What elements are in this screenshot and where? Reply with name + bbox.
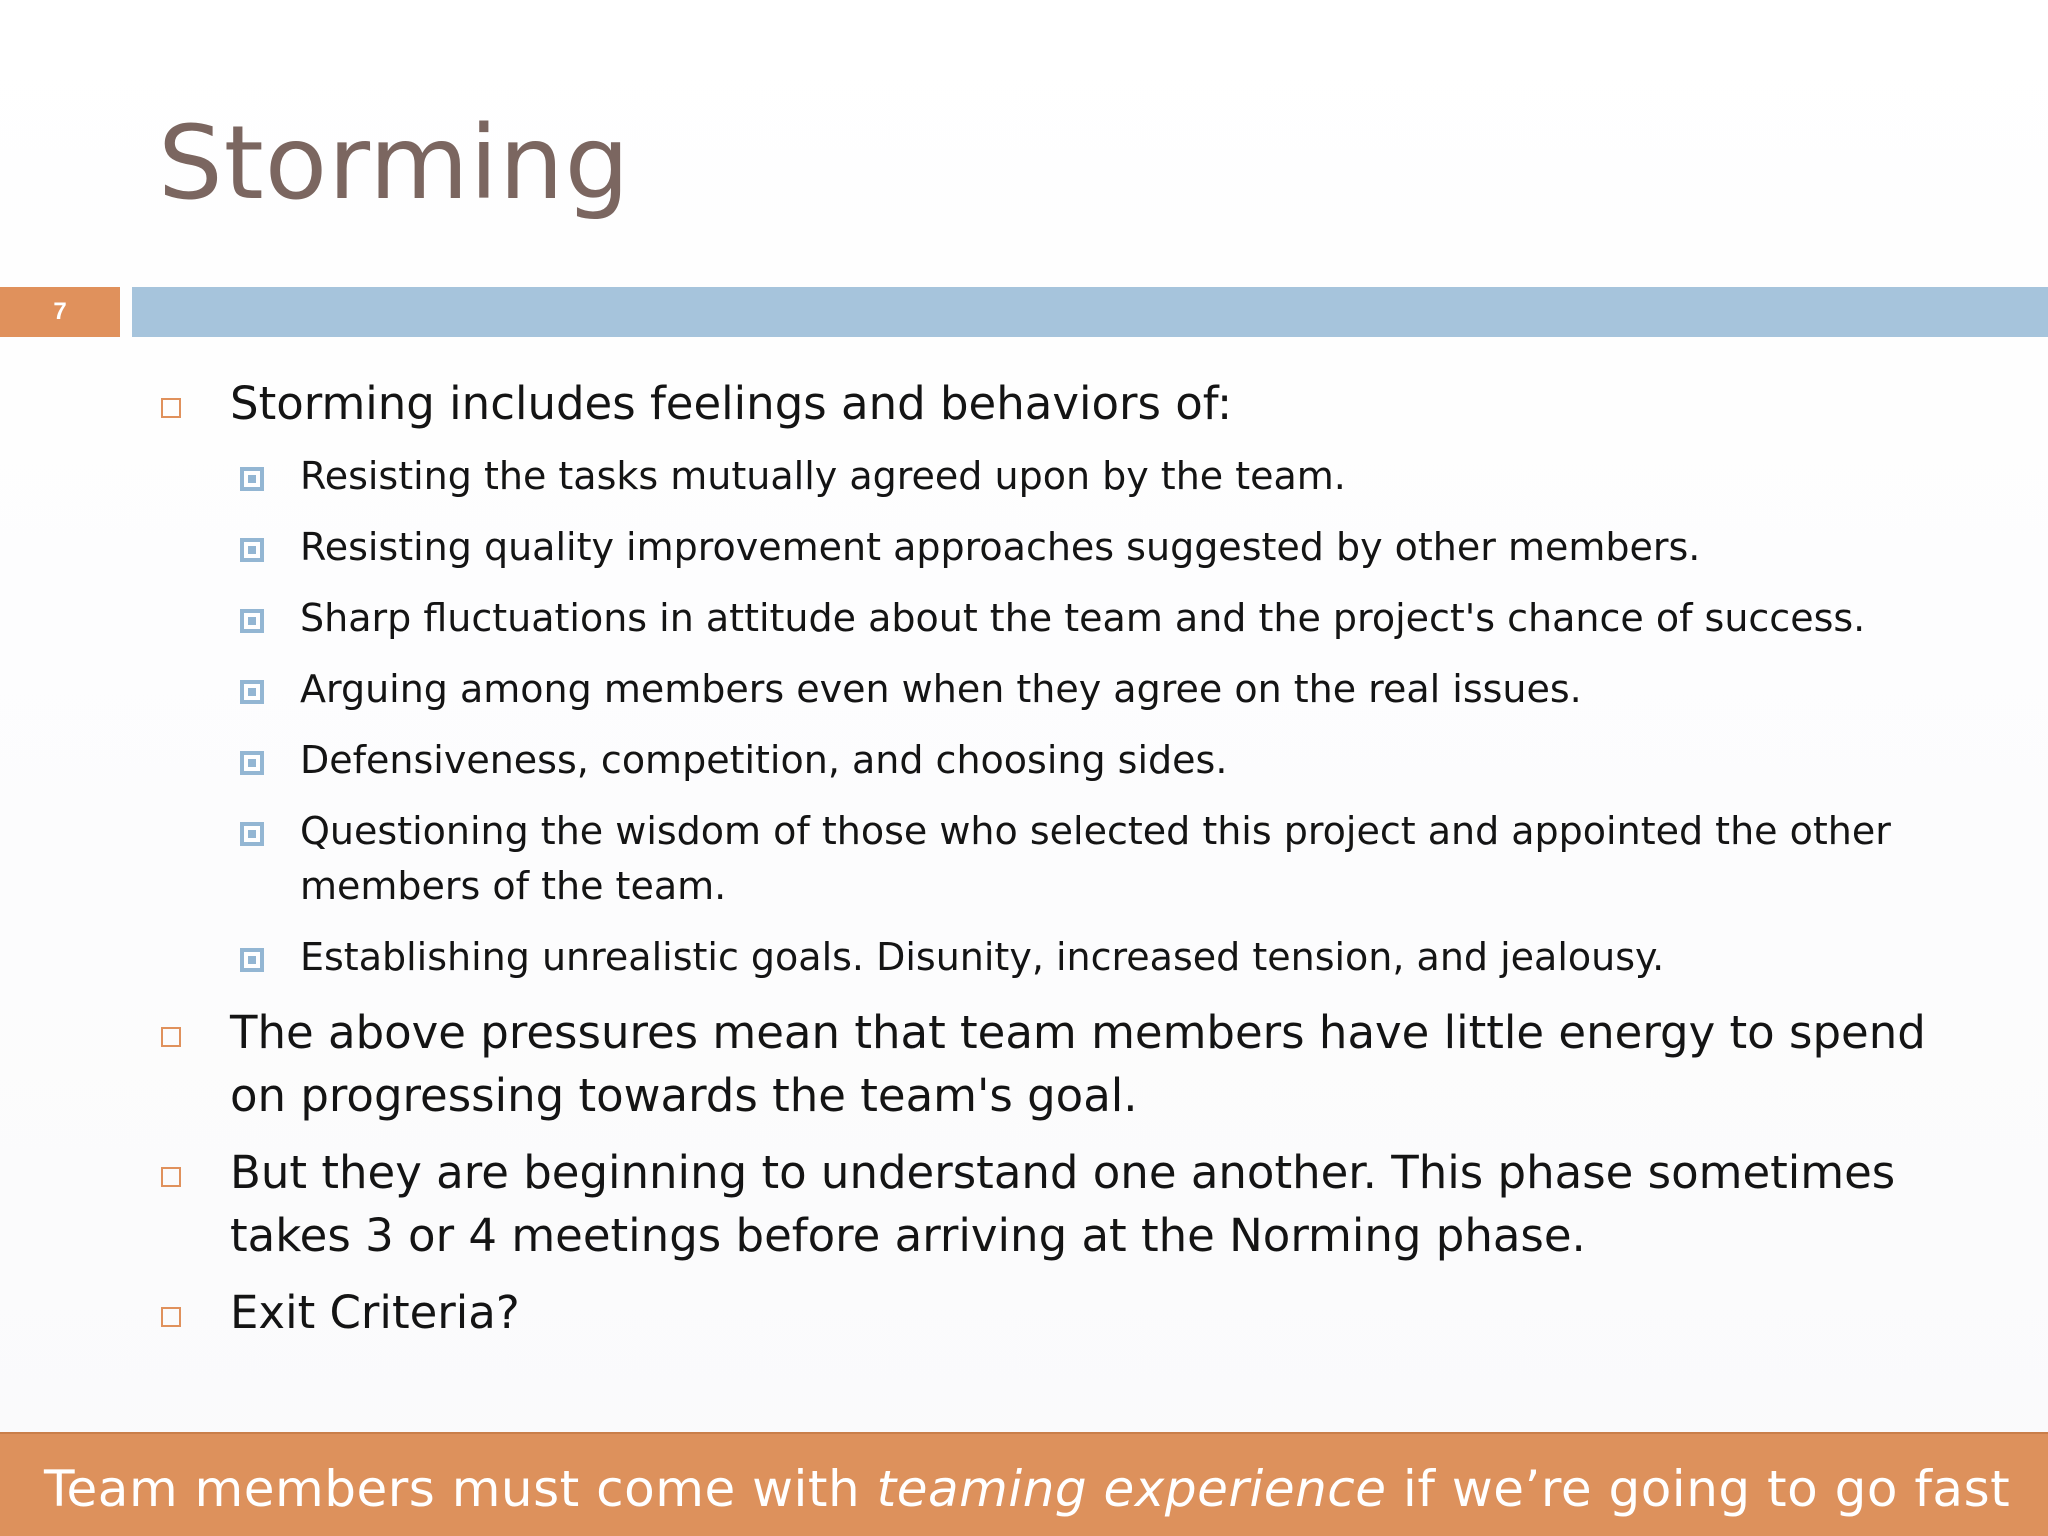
- bullet-item: [158, 1141, 1958, 1267]
- title-divider-bar: [132, 287, 2048, 337]
- sub-bullet-text: Resisting quality improvement approaches suggested by other members.: [300, 525, 1701, 569]
- square-bullet-icon: [240, 822, 264, 846]
- bullet-text: Storming includes feelings and behaviors of:: [230, 377, 1233, 430]
- slide-title: Storming: [158, 104, 631, 223]
- bullet-text: The above pressures mean that team members have little energy to spend on progressing towards the team's goal.: [230, 1006, 1926, 1122]
- square-bullet-icon: [240, 538, 264, 562]
- sub-bullet-item: [158, 804, 1958, 914]
- sub-bullet-item: [158, 449, 1958, 504]
- sub-bullet-text: Questioning the wisdom of those who selected this project and appointed the other members of the team.: [300, 809, 1891, 908]
- bullet-item: [158, 372, 1958, 435]
- sub-bullet-text: Arguing among members even when they agree on the real issues.: [300, 667, 1582, 711]
- sub-bullet-text: Sharp fluctuations in attitude about the team and the project's chance of success.: [300, 596, 1866, 640]
- sub-bullet-text: Establishing unrealistic goals. Disunity, increased tension, and jealousy.: [300, 935, 1665, 979]
- square-bullet-icon: [161, 1027, 181, 1047]
- footer-banner: [0, 1432, 2048, 1536]
- footer-caption-start: Team members must come with: [44, 1460, 877, 1518]
- square-bullet-icon: [161, 1307, 181, 1327]
- sub-bullet-item: [158, 662, 1958, 717]
- bullet-item: [158, 1001, 1958, 1127]
- square-bullet-icon: [161, 1167, 181, 1187]
- footer-caption-end: if we’re going to go fast: [1386, 1460, 2011, 1518]
- bullet-item: [158, 1281, 1958, 1344]
- square-bullet-icon: [240, 751, 264, 775]
- sub-bullet-list: [158, 449, 1958, 985]
- slide-number-badge: 7: [0, 287, 120, 337]
- sub-bullet-item: [158, 520, 1958, 575]
- square-bullet-icon: [161, 398, 181, 418]
- sub-bullet-item: [158, 733, 1958, 788]
- sub-bullet-text: Resisting the tasks mutually agreed upon by the team.: [300, 454, 1346, 498]
- sub-bullet-item: [158, 591, 1958, 646]
- square-bullet-icon: [240, 609, 264, 633]
- bullet-text: But they are beginning to understand one another. This phase sometimes takes 3 or 4 meetings before arriving at the Norming phase.: [230, 1146, 1896, 1262]
- square-bullet-icon: [240, 948, 264, 972]
- sub-bullet-text: Defensiveness, competition, and choosing sides.: [300, 738, 1228, 782]
- footer-caption: [44, 1460, 2010, 1518]
- sub-bullet-item: [158, 930, 1958, 985]
- square-bullet-icon: [240, 467, 264, 491]
- footer-caption-emphasis: teaming experience: [876, 1460, 1387, 1518]
- slide-content: [158, 372, 1958, 1358]
- square-bullet-icon: [240, 680, 264, 704]
- bullet-text: Exit Criteria?: [230, 1286, 520, 1339]
